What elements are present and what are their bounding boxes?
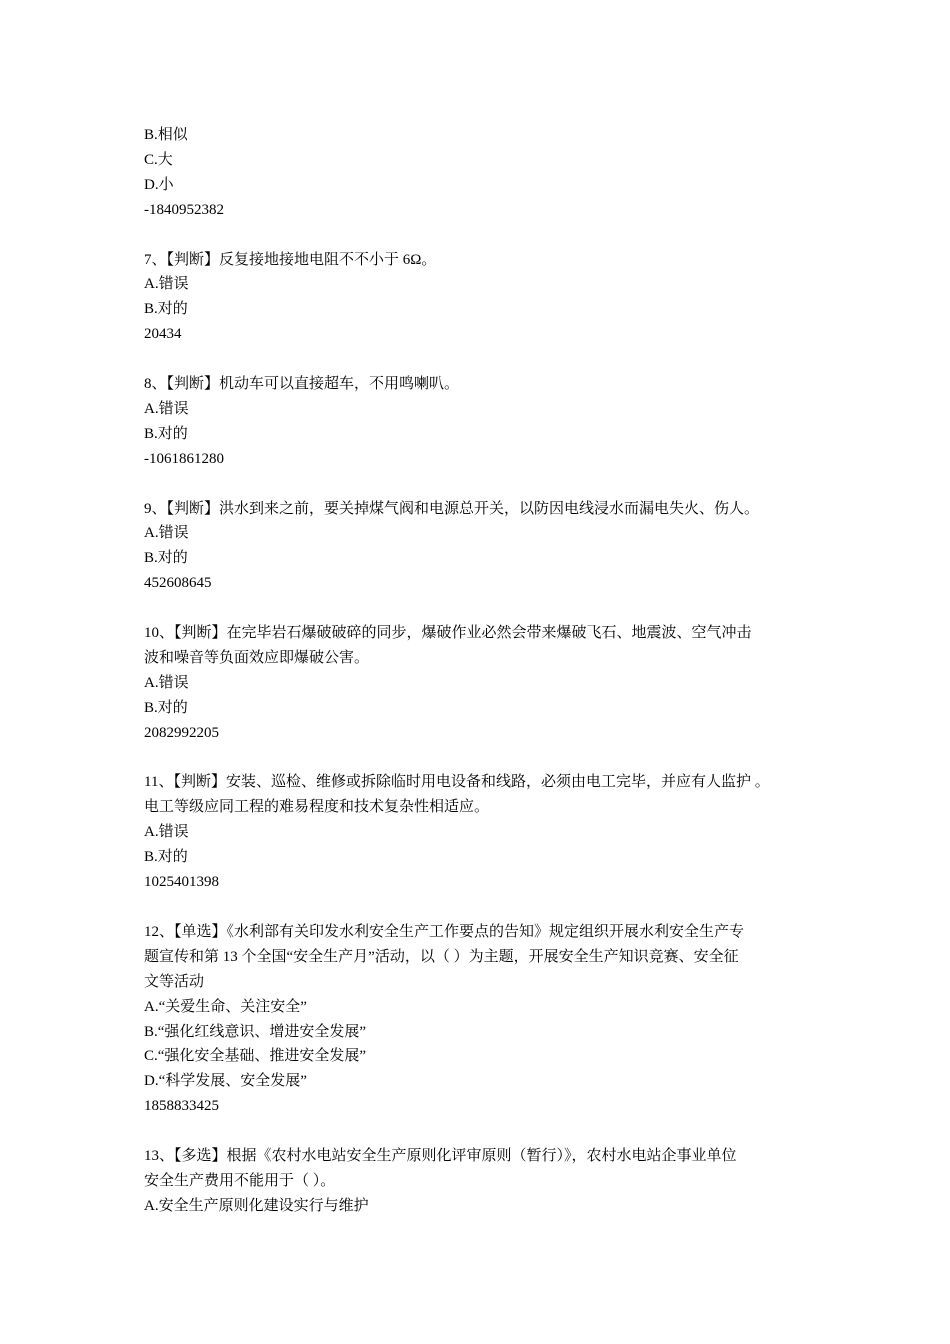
option: B.对的 <box>144 699 188 716</box>
option: C.“强化安全基础、推进安全发展” <box>144 1048 367 1065</box>
option: A.错误 <box>144 525 189 542</box>
option: A.安全生产原则化建设实行与维护 <box>144 1197 369 1214</box>
option: C.大 <box>144 151 173 168</box>
question-8 <box>144 372 824 472</box>
option: D.“科学发展、安全发展” <box>144 1073 307 1090</box>
answer-code: 1025401398 <box>144 874 219 891</box>
option: B.相似 <box>144 127 188 143</box>
option: A.错误 <box>144 674 189 691</box>
option: A.错误 <box>144 276 189 293</box>
question-9 <box>144 497 824 597</box>
question-text-line: 12、【单选】《水利部有关印发水利安全生产工作要点的告知》规定组织开展水利安全生产专 <box>144 923 745 940</box>
option: B.对的 <box>144 301 188 318</box>
question-7 <box>144 248 824 348</box>
question-11 <box>144 770 824 895</box>
option: A.错误 <box>144 400 189 417</box>
option: B.“强化红线意识、增进安全发展” <box>144 1023 367 1040</box>
question-text: 7、【判断】反复接地接地电阻不不小于 6Ω。 <box>144 251 437 268</box>
question-text-line: 13、【多选】根据《农村水电站安全生产原则化评审原则（暂行）》，农村水电站企事业单位 <box>144 1148 737 1165</box>
question-12 <box>144 920 824 1119</box>
question-10 <box>144 621 824 746</box>
option: B.对的 <box>144 425 188 442</box>
answer-code: 2082992205 <box>144 724 219 741</box>
question-text-line: 11、【判断】安装、巡检、维修或拆除临时用电设备和线路，必须由电工完毕，并应有人监护 。 <box>144 774 770 791</box>
option: D.小 <box>144 176 174 193</box>
question-text: 8、【判断】机动车可以直接超车，不用鸣喇叭。 <box>144 376 460 393</box>
option: B.对的 <box>144 550 188 567</box>
option: B.对的 <box>144 849 188 866</box>
question-text-line: 安全生产费用不能用于（ ）。 <box>144 1172 336 1189</box>
document-page <box>144 123 824 1219</box>
question-13 <box>144 1144 824 1219</box>
question-text-line: 10、【判断】在完毕岩石爆破破碎的同步，爆破作业必然会带来爆破飞石、地震波、空气冲击 <box>144 625 752 642</box>
answer-code: 452608645 <box>144 575 212 592</box>
question-text-line: 电工等级应同工程的难易程度和技术复杂性相适应。 <box>144 799 490 816</box>
question-fragment <box>144 123 824 223</box>
answer-code: 20434 <box>144 326 182 343</box>
option: A.“关爱生命、关注安全” <box>144 998 307 1015</box>
answer-code: -1061861280 <box>144 450 224 467</box>
answer-code: 1858833425 <box>144 1098 219 1115</box>
option: A.错误 <box>144 824 189 841</box>
question-text-line: 波和噪音等负面效应即爆破公害。 <box>144 649 370 666</box>
question-text-line: 题宣传和第 13 个全国“安全生产月”活动，以（ ）为主题，开展安全生产知识竞赛、安全征 <box>144 948 739 965</box>
question-text-line: 文等活动 <box>144 973 205 990</box>
question-text: 9、【判断】洪水到来之前，要关掉煤气阀和电源总开关，以防因电线浸水而漏电失火、伤人。 <box>144 500 760 517</box>
answer-code: -1840952382 <box>144 201 224 218</box>
